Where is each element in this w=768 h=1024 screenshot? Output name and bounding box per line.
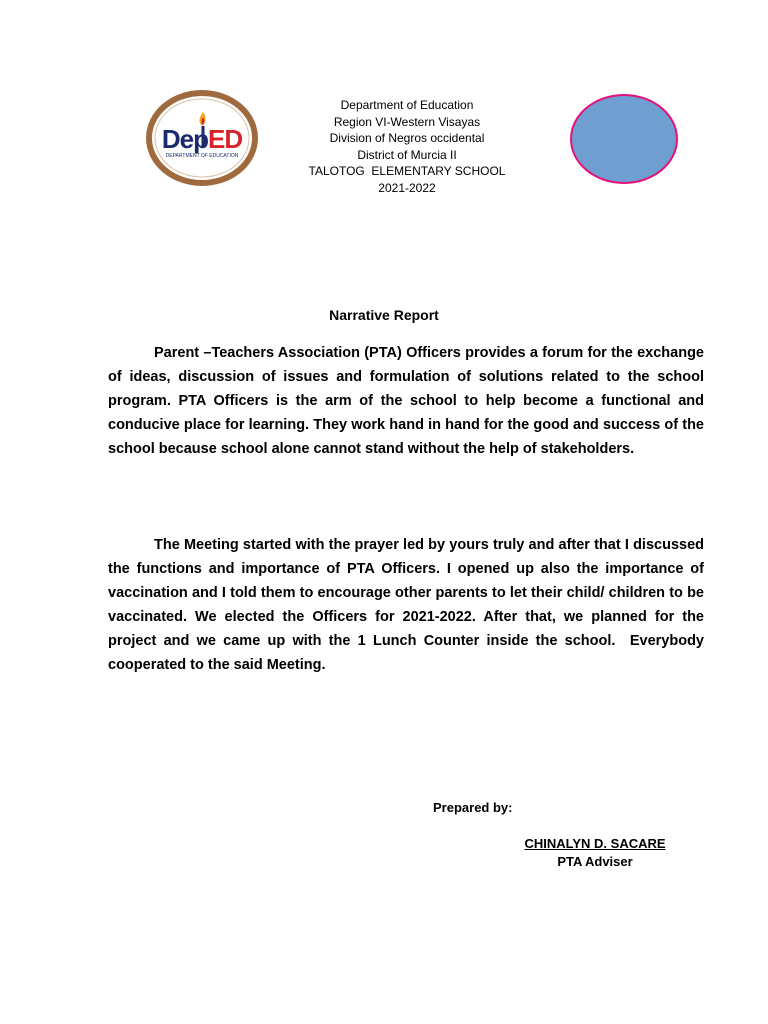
report-title: Narrative Report <box>329 307 439 323</box>
header-division: Division of Negros occidental <box>329 131 485 145</box>
paragraph-2-text: The Meeting started with the prayer led by yours truly and after that I discussed the functions and importance of PTA Officers. I opened up also the importance of vaccination and I told them to encourage other parents to let their child/ children to be vaccinated. We elected the Officers for 2021-2022. After that, we planned for the project and we came up with the 1 Lunch Counter inside the school. Everybody cooperated to the said Meeting. <box>108 537 709 673</box>
deped-logo <box>146 90 258 186</box>
school-seal-placeholder <box>570 94 678 184</box>
header-department: Department of Education <box>340 98 474 112</box>
prepared-by-label: Prepared by: <box>433 800 513 815</box>
header-school-year: 2021-2022 <box>378 180 436 195</box>
paragraph-1-text: Parent –Teachers Association (PTA) Officers provides a forum for the exchange of ideas, discussion of issues and formulation of solutions related to the school program. PTA Officers is the arm of the school to help become a functional and conducive place for learning. They work hand in hand for the good and success of the school because school alone cannot stand without the help of stakeholders. <box>108 345 704 457</box>
signatory-name: CHINALYN D. SACARE <box>524 836 666 851</box>
header-region: Region VI-Western Visayas <box>333 114 481 129</box>
svg-text:DepED: DepED <box>161 124 243 154</box>
signatory-position: PTA Adviser <box>557 854 633 869</box>
header-school: TALOTOG ELEMENTARY SCHOOL <box>308 164 506 178</box>
report-paragraph-1 <box>108 341 704 461</box>
signature-block <box>500 835 690 871</box>
document-header <box>290 97 524 196</box>
svg-text:DEPARTMENT OF EDUCATION: DEPARTMENT OF EDUCATION <box>165 153 239 159</box>
report-paragraph-2 <box>108 533 709 677</box>
header-district: District of Murcia II <box>357 147 457 162</box>
deped-seal-icon <box>146 90 258 186</box>
